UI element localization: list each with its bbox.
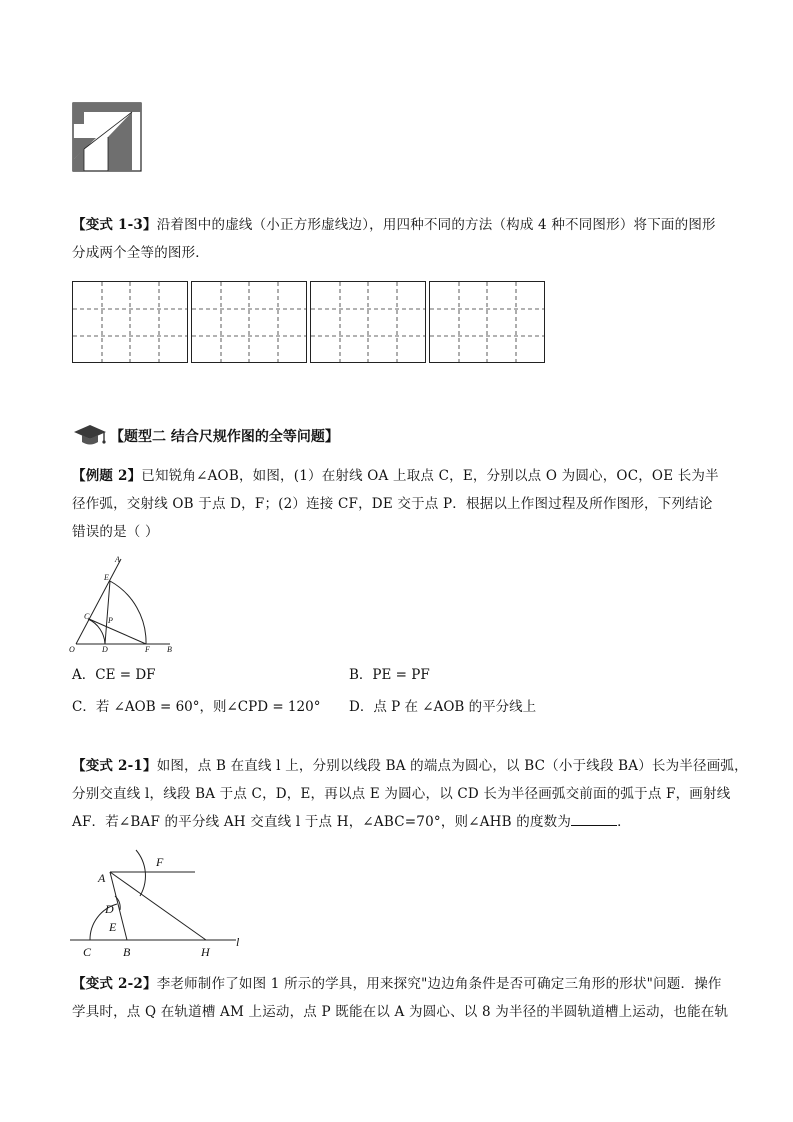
answer-blank[interactable] bbox=[571, 811, 617, 826]
label-E2: E bbox=[109, 920, 117, 934]
label-P: P bbox=[108, 616, 113, 625]
option-a: A．CE = DF bbox=[72, 667, 156, 683]
variant-2-2-line2: 学具时，点 Q 在轨道槽 AM 上运动，点 P 既能在以 A 为圆心、以 8 为半径的半圆轨道槽上运动，也能在轨 bbox=[72, 1004, 729, 1020]
label-B: B bbox=[167, 645, 172, 654]
example-2-line1: 已知锐角∠AOB，如图，(1）在射线 OA 上取点 C，E，分别以点 O 为圆心，OC，OE 长为半 bbox=[141, 468, 719, 484]
variant-2-2-line1: 李老师制作了如图 1 所示的学具，用来探究"边边角条件是否可确定三角形的形状"问题．操作 bbox=[156, 976, 722, 992]
label-A2: A bbox=[98, 871, 106, 885]
shaded-square-figure bbox=[72, 102, 142, 172]
example-2-line3: 错误的是（ ） bbox=[72, 524, 159, 540]
example-2-text bbox=[72, 462, 732, 546]
example-2-label: 【例题 2】 bbox=[72, 468, 142, 484]
section-2-title: 【题型二 结合尺规作图的全等问题】 bbox=[110, 429, 339, 445]
label-C2: C bbox=[83, 945, 92, 959]
grid-figure-2 bbox=[191, 281, 307, 363]
label-A: A bbox=[115, 555, 120, 564]
variant-1-3-line1: 沿着图中的虚线（小正方形虚线边），用四种不同的方法（构成 4 种不同图形）将下面的图形 bbox=[156, 217, 716, 233]
line-arc-construction-figure bbox=[70, 846, 250, 962]
label-E: E bbox=[104, 573, 109, 582]
label-F: F bbox=[145, 645, 150, 654]
option-b: B．PE = PF bbox=[349, 667, 430, 683]
label-l2: l bbox=[236, 935, 240, 949]
label-B2: B bbox=[123, 945, 131, 959]
variant-1-3-text bbox=[72, 211, 732, 267]
variant-2-1-line2: 分别交直线 l，线段 BA 于点 C，D，E，再以点 E 为圆心，以 CD 长为半径画弧交前面的弧于点 F，画射线 bbox=[72, 786, 731, 802]
variant-1-3-label: 【变式 1-3】 bbox=[72, 217, 157, 233]
option-c: C．若 ∠AOB = 60°，则∠CPD = 120° bbox=[72, 699, 321, 715]
option-d: D．点 P 在 ∠AOB 的平分线上 bbox=[349, 699, 537, 715]
label-H2: H bbox=[201, 945, 210, 959]
example-2-line2: 径作弧，交射线 OB 于点 D，F；(2）连接 CF，DE 交于点 P．根据以上作图过程及所作图形，下列结论 bbox=[72, 496, 713, 512]
label-F2: F bbox=[156, 855, 164, 869]
grid-figure-4 bbox=[429, 281, 545, 363]
variant-2-1-line3-end: ． bbox=[617, 814, 631, 830]
label-C: C bbox=[84, 612, 90, 621]
variant-2-1-text bbox=[72, 752, 748, 836]
grid-figure-3 bbox=[310, 281, 426, 363]
variant-1-3-line2: 分成两个全等的图形． bbox=[72, 245, 209, 261]
angle-construction-figure bbox=[66, 553, 186, 655]
variant-2-1-line1: 如图，点 B 在直线 l 上，分别以线段 BA 的端点为圆心，以 BC（小于线段 BA）长为半径画弧， bbox=[156, 758, 748, 774]
variant-2-1-line3: AF．若∠BAF 的平分线 AH 交直线 l 于点 H，∠ABC=70°，则∠AHB 的度数为 bbox=[72, 814, 572, 830]
graduation-cap-icon bbox=[73, 423, 107, 447]
label-D2: D bbox=[105, 902, 114, 916]
variant-2-2-text bbox=[72, 970, 732, 1026]
label-D: D bbox=[102, 645, 108, 654]
variant-2-1-label: 【变式 2-1】 bbox=[72, 758, 157, 774]
label-O: O bbox=[69, 645, 75, 654]
variant-2-2-label: 【变式 2-2】 bbox=[72, 976, 157, 992]
grid-figure-1 bbox=[72, 281, 188, 363]
